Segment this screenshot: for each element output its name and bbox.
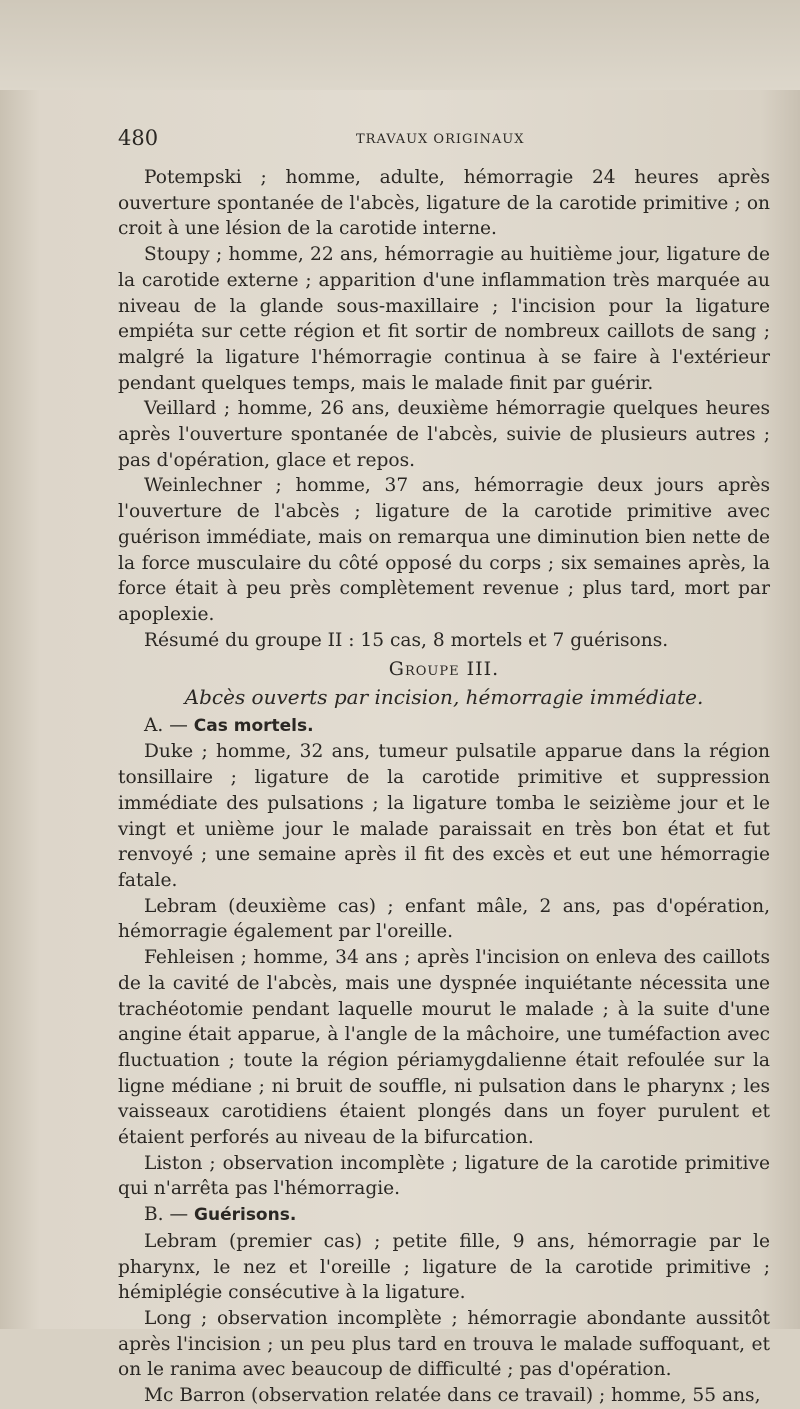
paragraph-duke: Duke ; homme, 32 ans, tumeur pulsatile apparue dans la région tonsillaire ; ligature de la carotide primitive et suppression immédiate des pulsations ; la ligature tomba le seizième jour et le vingt et unième jour le malade paraissait en très bon état et fut renvoyé ; une semaine après il fit des excès et eut une hémorragie fatale. xyxy=(118,741,770,891)
section-a-heading xyxy=(118,713,770,740)
paragraph-lebram-1: Lebram (premier cas) ; petite fille, 9 ans, hémorragie par le pharynx, le nez et l'oreille ; ligature de la carotide primitive ; hémiplégie consécutive à la ligature. xyxy=(118,1230,770,1304)
page-body xyxy=(118,165,770,1409)
paragraph-mc-barron: Mc Barron (observation relatée dans ce travail) ; homme, 55 ans, xyxy=(144,1385,761,1407)
section-b-heading xyxy=(118,1202,770,1229)
section-a-letter: A. — xyxy=(144,714,188,736)
paragraph-lebram-2: Lebram (deuxième cas) ; enfant mâle, 2 ans, pas d'opération, hémorragie également par l'oreille. xyxy=(118,895,770,943)
paragraph-weinlechner: Weinlechner ; homme, 37 ans, hémorragie deux jours après l'ouverture de l'abcès ; ligature de la carotide primitive avec guérison immédiate, mais on remarqua une diminution bien nette de la force musculaire du côté opposé du corps ; six semaines après, la force était à peu près complètement revenue ; plus tard, mort par apoplexie. xyxy=(118,475,770,625)
paragraph-potempski: Potempski ; homme, adulte, hémorragie 24 heures après ouverture spontanée de l'abcès, ligature de la carotide primitive ; on croit à une lésion de la carotide interne. xyxy=(118,167,770,240)
running-title: TRAVAUX ORIGINAUX xyxy=(356,132,525,147)
group-subtitle: Abcès ouverts par incision, hémorragie immédiate. xyxy=(184,685,704,710)
running-header xyxy=(118,126,758,154)
paragraph-fehleisen: Fehleisen ; homme, 34 ans ; après l'incision on enleva des caillots de la cavité de l'abcès, mais une dyspnée inquiétante nécessita une trachéotomie pendant laquelle mourut le malade ; à la suite d'une angine était apparue, à l'angle de la mâchoire, une tuméfaction avec fluctuation ; toute la région périamygdalienne était refoulée sur la ligne médiane ; ni bruit de souffle, ni pulsation dans le pharynx ; les vaisseaux carotidiens étaient plongés dans un foyer purulent et étaient perforés au niveau de la bifurcation. xyxy=(118,947,770,1149)
group-heading-prefix: Groupe xyxy=(388,658,460,681)
group-heading-numeral: III. xyxy=(466,658,500,681)
paragraph-veillard: Veillard ; homme, 26 ans, deuxième hémorragie quelques heures après l'ouverture spontanée de l'abcès, suivie de plusieurs autres ; pas d'opération, glace et repos. xyxy=(118,398,770,471)
section-b-letter: B. — xyxy=(144,1204,189,1226)
page-top-margin xyxy=(0,0,800,90)
section-b-title: Guérisons. xyxy=(194,1205,297,1226)
section-a-title: Cas mortels. xyxy=(193,715,314,736)
paragraph-liston: Liston ; observation incomplète ; ligature de la carotide primitive qui n'arrêta pas l'hémorragie. xyxy=(118,1152,770,1200)
group-heading xyxy=(118,657,770,683)
page-number: 480 xyxy=(118,126,159,150)
paragraph-resume: Résumé du groupe II : 15 cas, 8 mortels et 7 guérisons. xyxy=(144,629,669,651)
paragraph-stoupy: Stoupy ; homme, 22 ans, hémorragie au huitième jour, ligature de la carotide externe ; apparition d'une inflammation très marquée au niveau de la glande sous-maxillaire ; l'incision pour la ligature empiéta sur cette région et fit sortir de nombreux caillots de sang ; malgré la ligature l'hémorragie continua à se faire à l'extérieur pendant quelques temps, mais le malade finit par guérir. xyxy=(118,244,770,394)
paragraph-long: Long ; observation incomplète ; hémorragie abondante aussitôt après l'incision ; un peu plus tard en trouva le malade suffoquant, et on le ranima avec beaucoup de difficulté ; pas d'opération. xyxy=(118,1307,770,1381)
